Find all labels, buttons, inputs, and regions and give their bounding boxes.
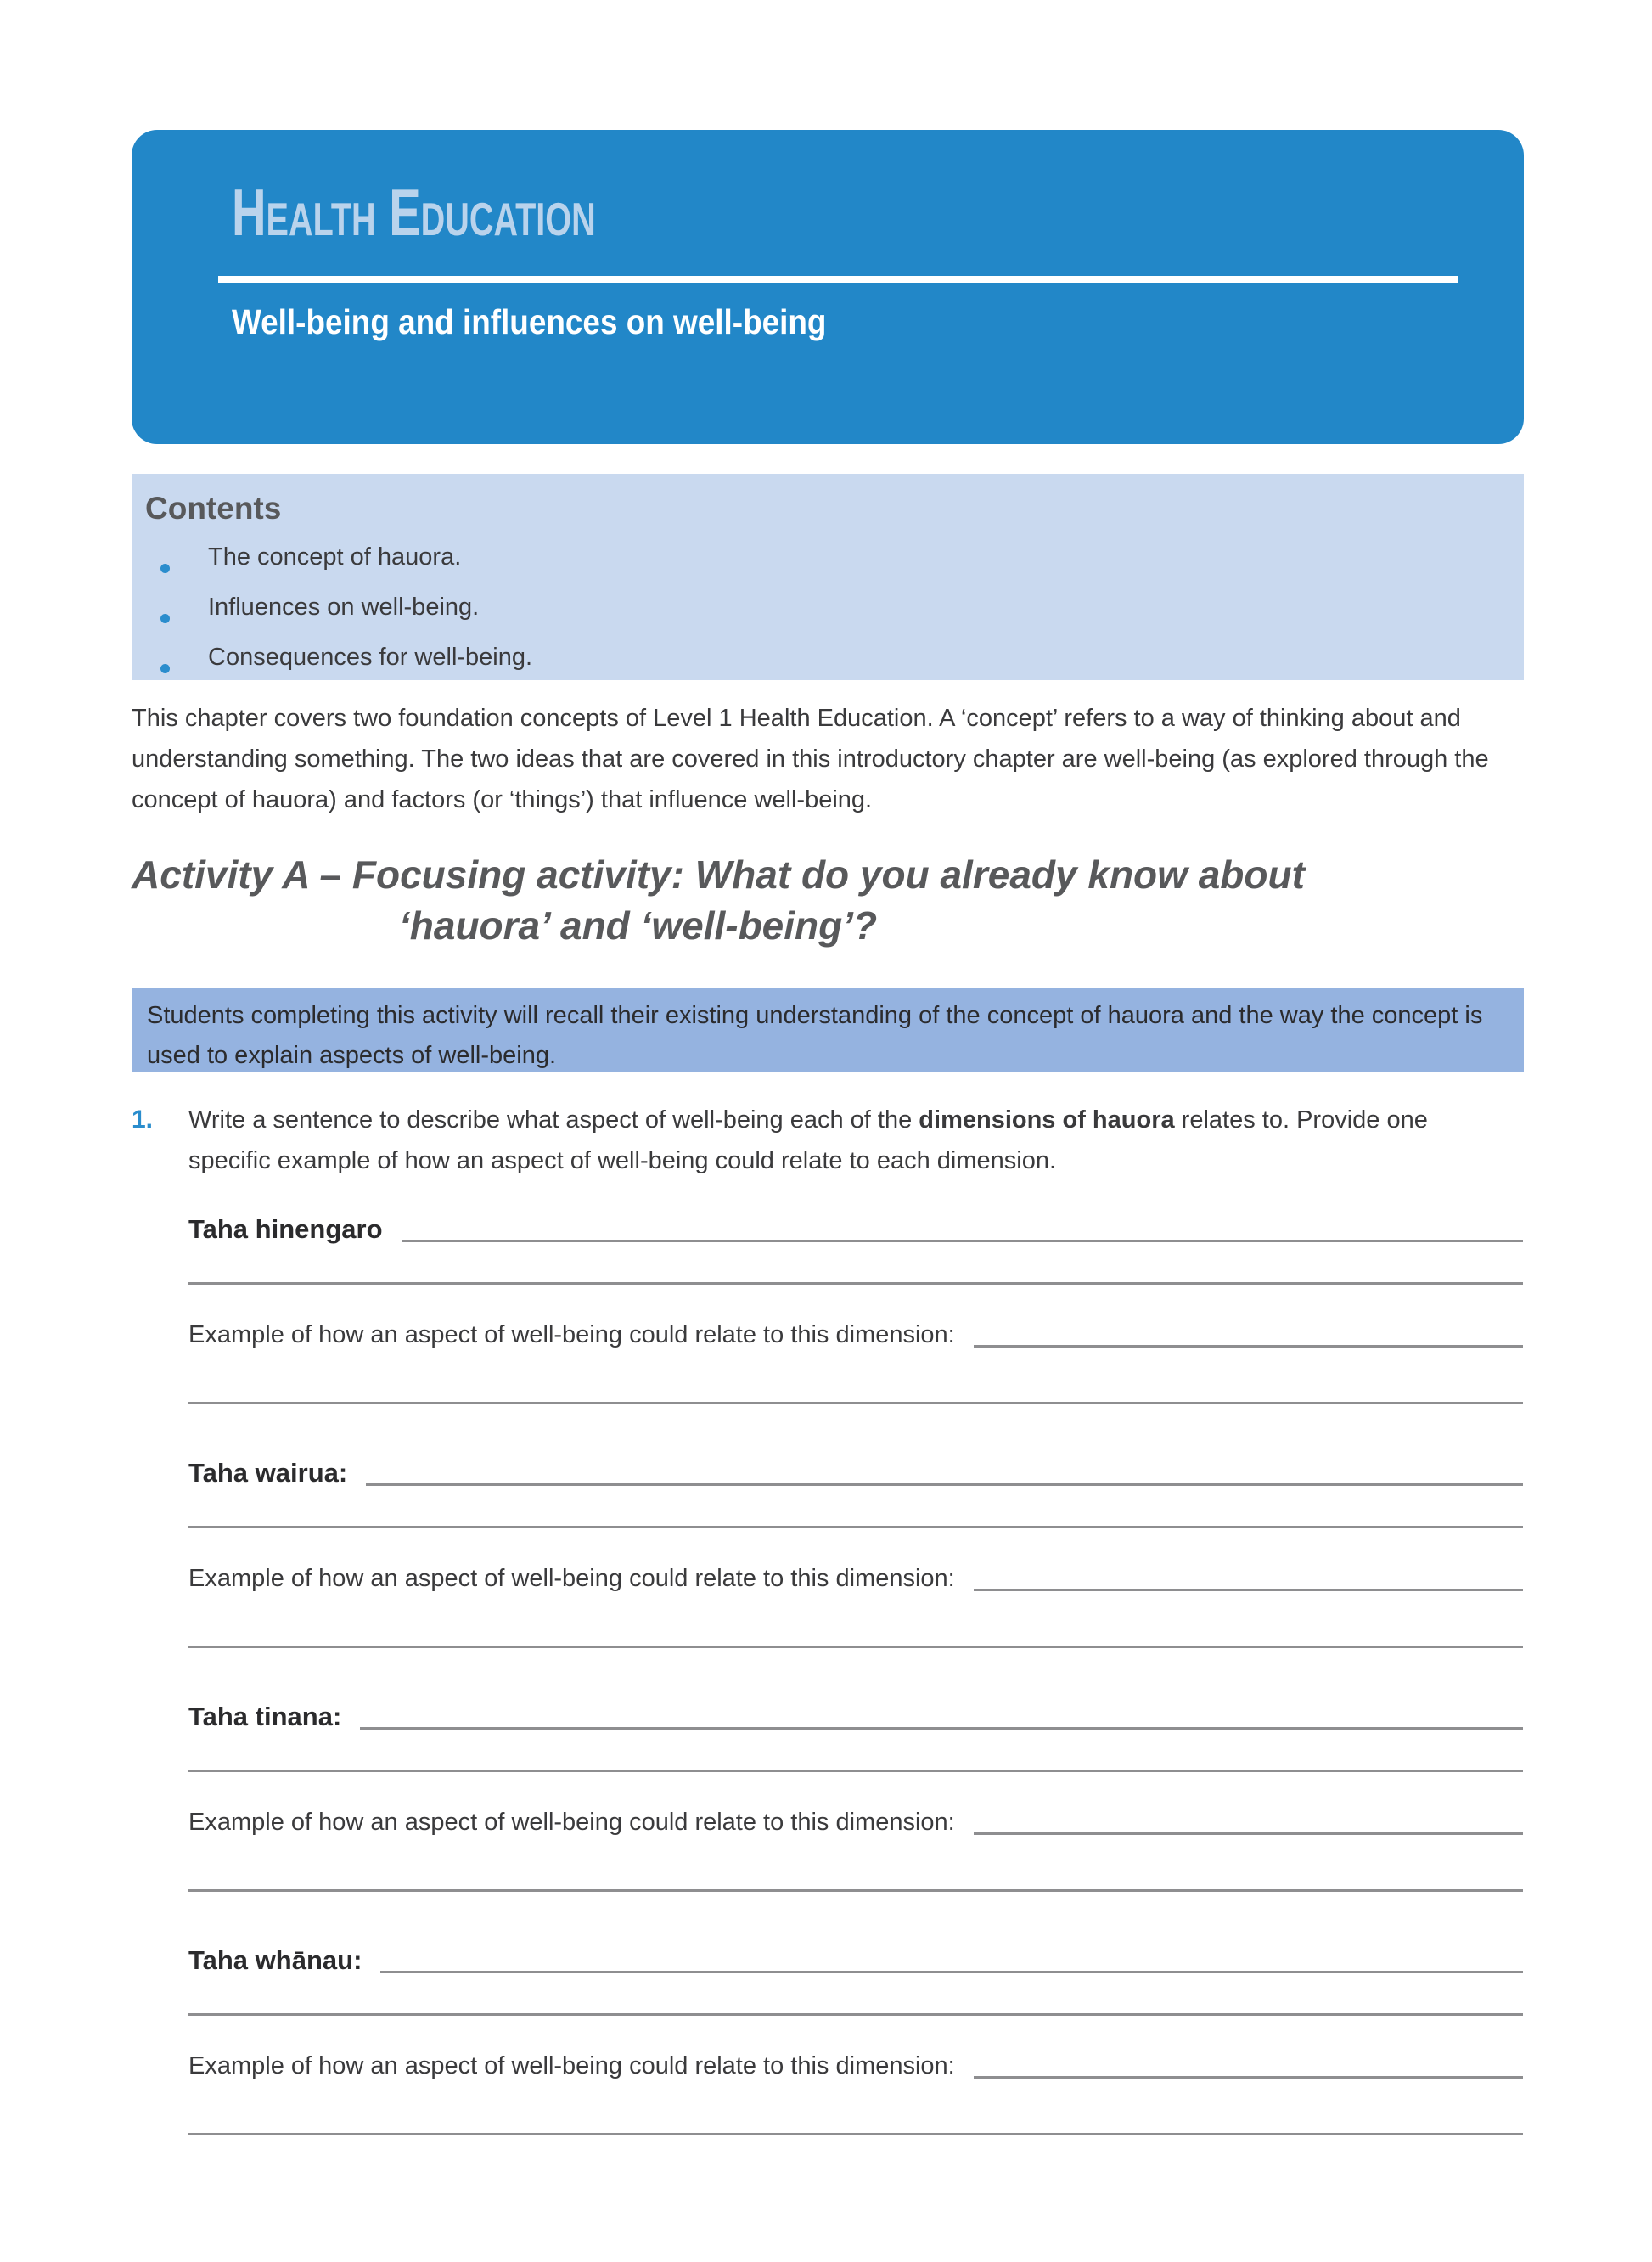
bullet-icon [160,664,170,673]
dimension-label-row [188,1456,1523,1490]
dimension-label: Taha wairua: [188,1458,348,1488]
bullet-icon [160,614,170,623]
example-row [188,1561,1523,1595]
bullet-icon [160,564,170,573]
answer-line [188,1889,1523,1892]
contents-box [132,474,1524,680]
answer-line [974,1318,1523,1348]
contents-item-label: Consequences for well-being. [208,644,533,671]
contents-item [145,644,1502,694]
answer-line [366,1456,1523,1486]
contents-item [145,594,1502,644]
answer-line [360,1700,1523,1730]
contents-list [145,543,1502,694]
activity-note-text: Students completing this activity will recall their existing understanding of the concept of hauora and the way the concept is used to explain aspects of well-being. [147,1002,1483,1069]
question-number: 1. [132,1106,154,1134]
activity-heading [132,849,1531,951]
contents-item [145,543,1502,594]
answer-line [188,1770,1523,1772]
chapter-title: Health Education [232,175,596,250]
answer-line [188,1526,1523,1528]
contents-item-label: The concept of hauora. [208,543,462,571]
example-label: Example of how an aspect of well-being could relate to this dimension: [188,1809,955,1836]
example-label: Example of how an aspect of well-being could relate to this dimension: [188,1565,955,1592]
example-row [188,1318,1523,1352]
answer-line [380,1944,1523,1973]
chapter-subtitle: Well-being and influences on well-being [232,302,827,341]
answer-line [402,1213,1523,1242]
answer-line [188,1646,1523,1648]
example-row [188,1805,1523,1839]
question-text-before: Write a sentence to describe what aspect of well-being each of the [188,1106,919,1134]
dimension-label-row [188,1944,1523,1978]
answer-line [188,1402,1523,1404]
contents-item-label: Influences on well-being. [208,594,480,621]
section-taha-whanau [188,1944,1523,2187]
question-text [188,1100,1466,1181]
header-divider [218,276,1458,283]
answer-line [974,1805,1523,1835]
activity-heading-line1: Activity A – Focusing activity: What do you already know about [132,852,1305,897]
answer-line [188,2013,1523,2016]
question-1 [132,1100,1531,1181]
activity-note-box [132,988,1524,1072]
dimension-label: Taha hinengaro [188,1214,383,1244]
section-taha-tinana [188,1700,1523,1944]
question-text-bold: dimensions of hauora [919,1106,1175,1134]
example-label: Example of how an aspect of well-being could relate to this dimension: [188,2052,955,2079]
question-text-after: relates to. Provide one specific example of how an aspect of well-being could relate to each dimension. [188,1106,1428,1174]
section-taha-wairua [188,1456,1523,1700]
intro-paragraph: This chapter covers two foundation concepts of Level 1 Health Education. A ‘concept’ refers to a way of thinking about and understanding something. The two ideas that are covered in this introductory chapter are well-being (as explored through the concept of hauora) and factors (or ‘things’) that influence well-being. [132,705,1489,813]
dimension-label: Taha tinana: [188,1702,342,1731]
contents-heading: Contents [145,491,282,526]
dimension-label-row [188,1700,1523,1734]
section-taha-hinengaro [188,1213,1523,1456]
dimension-sections [188,1213,1523,2187]
example-label: Example of how an aspect of well-being could relate to this dimension: [188,1321,955,1348]
answer-line [188,1282,1523,1285]
example-row [188,2049,1523,2083]
answer-line [974,2049,1523,2079]
dimension-label-row [188,1213,1523,1246]
chapter-header-banner [132,130,1524,444]
dimension-label: Taha whānau: [188,1945,362,1975]
answer-line [188,2133,1523,2135]
answer-line [974,1561,1523,1591]
activity-heading-line2: ‘hauora’ and ‘well-being’? [399,903,878,948]
